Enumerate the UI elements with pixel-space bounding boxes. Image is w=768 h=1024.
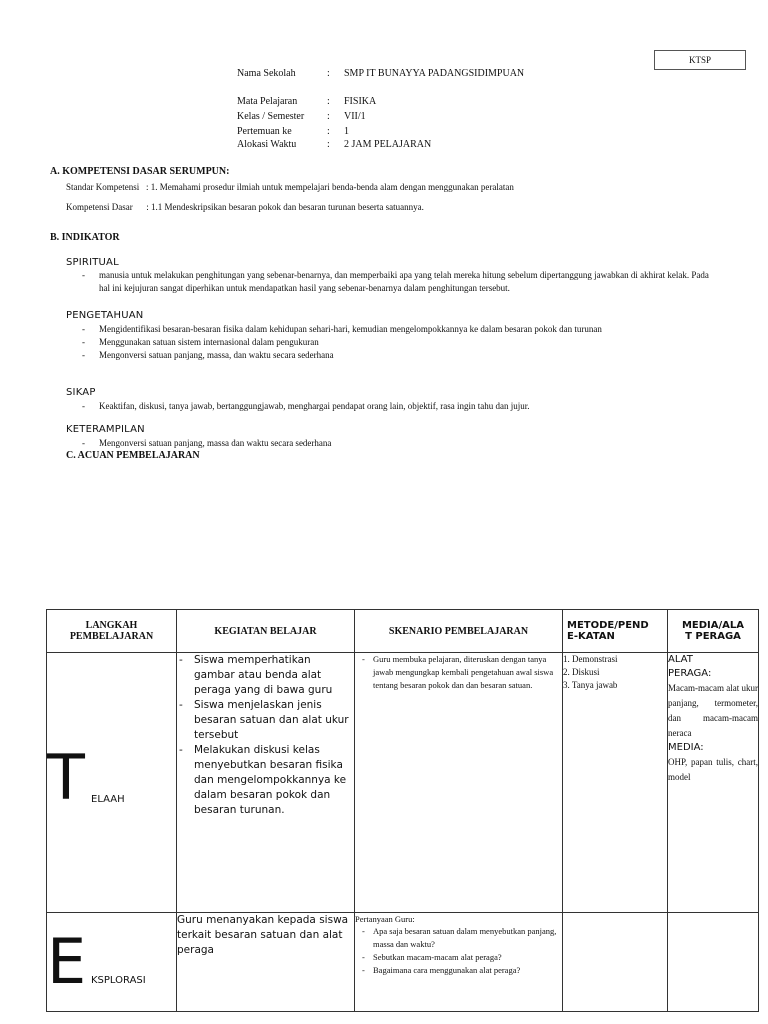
list-item: - Keaktifan, diskusi, tanya jawab, bertanggungjawab, menghargai pendapat orang lain, objektif, rasa ingin tahu dan jujur. bbox=[82, 400, 722, 413]
info-colon: : bbox=[327, 68, 330, 79]
list-item: - Sebutkan macam-macam alat peraga? bbox=[355, 951, 558, 964]
skenario-intro: Pertanyaan Guru: bbox=[355, 914, 415, 924]
media-cell-empty bbox=[668, 913, 759, 1012]
table-row bbox=[47, 653, 759, 913]
info-value: 1 bbox=[344, 126, 349, 137]
pengetahuan-list bbox=[82, 323, 682, 362]
list-item: 1. Demonstrasi bbox=[563, 654, 618, 664]
section-b-heading: B. INDIKATOR bbox=[50, 232, 120, 243]
header-kegiatan: KEGIATAN BELAJAR bbox=[177, 610, 355, 653]
list-item: 3. Tanya jawab bbox=[563, 680, 618, 690]
info-key: Pertemuan ke bbox=[237, 126, 292, 137]
list-item: - Mengonversi satuan panjang, massa dan waktu secara sederhana bbox=[82, 437, 682, 450]
ktsp-badge: KTSP bbox=[654, 50, 746, 70]
lesson-table bbox=[46, 609, 759, 1012]
stage-initial: T bbox=[47, 741, 85, 814]
kegiatan-list bbox=[177, 653, 354, 818]
info-meeting bbox=[237, 126, 349, 138]
table-row bbox=[47, 913, 759, 1012]
alat-label: ALAT bbox=[668, 654, 693, 665]
alat-text: Macam-macam alat ukur panjang, termometer, dan macam-macam neraca bbox=[668, 683, 758, 738]
info-key: Nama Sekolah bbox=[237, 68, 296, 79]
info-time bbox=[237, 139, 431, 151]
info-key: Kelas / Semester bbox=[237, 111, 305, 122]
metode-cell bbox=[563, 653, 668, 913]
list-item: - manusia untuk melakukan penghitungan yang sebenar-benarnya, dan memperbaiki apa yang telah mereka hitung sebelum dipertanggung jawabkan di akhirat kelak. Pada hal ini kejujuran sangat diperhikan untuk mendapatkan hasil yang sebenar-benarnya dalam penghitungan tersebut. bbox=[82, 269, 712, 295]
list-item: - Menggunakan satuan sistem internasional dalam pengukuran bbox=[82, 336, 682, 349]
info-key: Mata Pelajaran bbox=[237, 96, 298, 107]
info-colon: : bbox=[327, 139, 330, 150]
header-line: PEMBELAJARAN bbox=[69, 631, 154, 642]
list-item: - Mengidentifikasi besaran-besaran fisika dalam kehidupan sehari-hari, kemudian mengelompokkannya ke dalam besaran pokok dan turunan bbox=[82, 323, 682, 336]
kegiatan-cell bbox=[177, 913, 355, 1012]
list-item: - Melakukan diskusi kelas menyebutkan besaran fisika dan mengelompokkannya ke dalam besaran pokok dan besaran turunan. bbox=[177, 743, 354, 818]
list-item: 2. Diskusi bbox=[563, 667, 600, 677]
info-subject bbox=[237, 96, 376, 108]
list-item: - Apa saja besaran satuan dalam menyebutkan panjang, massa dan waktu? bbox=[355, 925, 558, 951]
spiritual-label: SPIRITUAL bbox=[66, 257, 119, 268]
kegiatan-text: Guru menanyakan kepada siswa terkait besaran satuan dan alat peraga bbox=[177, 914, 349, 956]
header-line: MEDIA/ALA bbox=[681, 620, 745, 631]
header-line: T PERAGA bbox=[685, 631, 741, 642]
header-line: LANGKAH bbox=[85, 620, 138, 631]
media-label: MEDIA: bbox=[668, 742, 704, 753]
skenario-list bbox=[355, 925, 562, 977]
header-media bbox=[668, 610, 759, 653]
header-metode bbox=[563, 610, 668, 653]
list-item: - Guru membuka pelajaran, diteruskan dengan tanya jawab mengungkap kembali pengetahuan awal siswa tentang besaran pokok dan dan besaran satuan. bbox=[355, 653, 556, 692]
table-header-row bbox=[47, 610, 759, 653]
spiritual-list bbox=[82, 269, 712, 295]
list-item: - Siswa memperhatikan gambar atau benda alat peraga yang di bawa guru bbox=[177, 653, 354, 698]
header-langkah bbox=[47, 610, 177, 653]
info-value: 2 JAM PELAJARAN bbox=[344, 139, 432, 150]
info-colon: : bbox=[327, 96, 330, 107]
skenario-list bbox=[355, 653, 562, 692]
sikap-label: SIKAP bbox=[66, 387, 96, 398]
section-c-heading: C. ACUAN PEMBELAJARAN bbox=[66, 450, 200, 461]
info-value: SMP IT BUNAYYA PADANGSIDIMPUAN bbox=[344, 68, 525, 79]
metode-list bbox=[563, 653, 667, 692]
list-item: - Mengonversi satuan panjang, massa, dan waktu secara sederhana bbox=[82, 349, 682, 362]
metode-cell-empty bbox=[563, 913, 668, 1012]
info-class bbox=[237, 111, 366, 123]
info-school bbox=[237, 68, 524, 80]
stage-label: KSPLORASI bbox=[91, 975, 146, 986]
skenario-cell bbox=[355, 653, 563, 913]
info-colon: : bbox=[327, 126, 330, 137]
keterampilan-label: KETERAMPILAN bbox=[66, 424, 145, 435]
info-value: FISIKA bbox=[344, 96, 377, 107]
info-colon: : bbox=[327, 111, 330, 122]
stage-initial: E bbox=[47, 925, 87, 998]
standar-kompetensi: Standar Kompetensi : 1. Memahami prosedur ilmiah untuk mempelajari benda-benda alam dengan menggunakan peralatan bbox=[66, 182, 514, 192]
info-key: Alokasi Waktu bbox=[237, 139, 297, 150]
list-item: - Siswa menjelaskan jenis besaran satuan dan alat ukur tersebut bbox=[177, 698, 354, 743]
section-a-heading: A. KOMPETENSI DASAR SERUMPUN: bbox=[50, 166, 230, 177]
media-text: OHP, papan tulis, chart, model bbox=[668, 757, 758, 782]
header-line: METODE/PEND bbox=[567, 620, 649, 631]
pengetahuan-label: PENGETAHUAN bbox=[66, 310, 144, 321]
kegiatan-cell bbox=[177, 653, 355, 913]
list-item: - Bagaimana cara menggunakan alat peraga? bbox=[355, 964, 558, 977]
sikap-list bbox=[82, 400, 722, 413]
stage-cell bbox=[47, 653, 177, 913]
kompetensi-dasar: Kompetensi Dasar : 1.1 Mendeskripsikan besaran pokok dan besaran turunan beserta satuannya. bbox=[66, 202, 424, 212]
media-cell bbox=[668, 653, 759, 913]
alat-label-2: PERAGA: bbox=[668, 668, 712, 679]
stage-cell bbox=[47, 913, 177, 1012]
header-skenario: SKENARIO PEMBELAJARAN bbox=[355, 610, 563, 653]
info-value: VII/1 bbox=[344, 111, 366, 122]
keterampilan-list bbox=[82, 437, 682, 450]
stage-label: ELAAH bbox=[91, 794, 125, 805]
header-line: E-KATAN bbox=[567, 631, 615, 642]
skenario-cell bbox=[355, 913, 563, 1012]
